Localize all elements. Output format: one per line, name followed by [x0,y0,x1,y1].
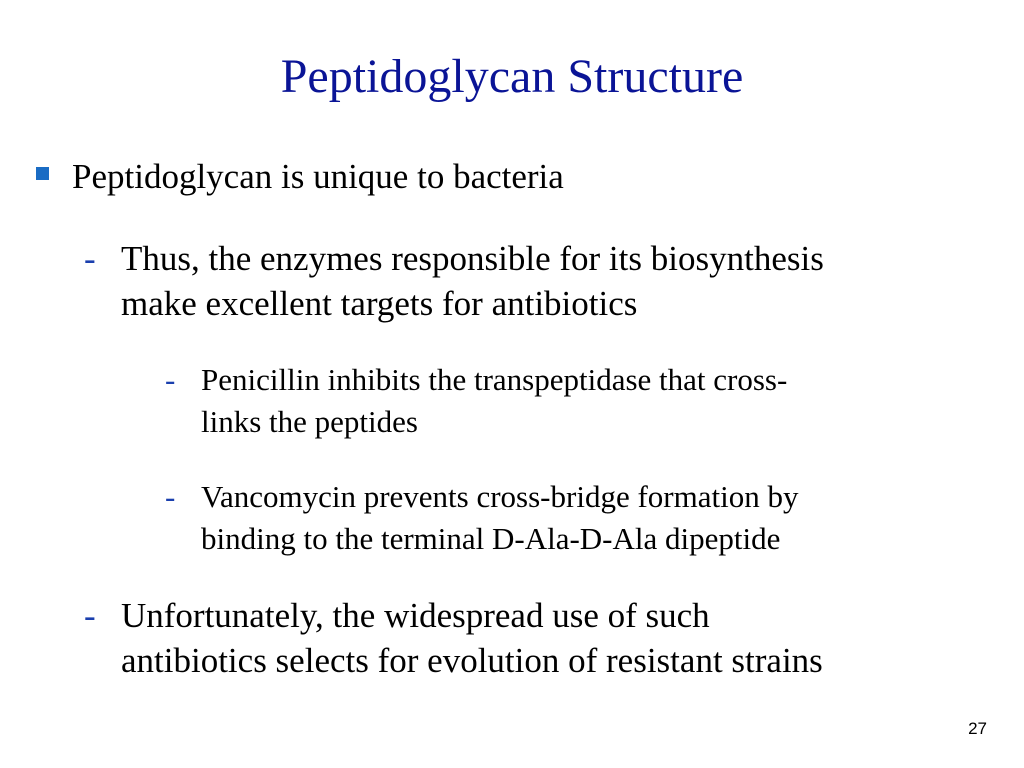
sub-sub-bullet-penicillin-line1: Penicillin inhibits the transpeptidase that cross- [201,362,788,397]
main-bullet-text: Peptidoglycan is unique to bacteria [72,157,564,196]
sub-bullet-unfortunately [84,593,1004,685]
sub-bullet-enzymes-line1: Thus, the enzymes responsible for its biosynthesis [121,239,824,278]
sub-bullet-unfortunately-line2: antibiotics selects for evolution of resistant strains [121,641,823,680]
sub-sub-bullet-vancomycin [165,476,1005,560]
slide-title: Peptidoglycan Structure [280,50,744,103]
sub-bullet-enzymes-line2: make excellent targets for antibiotics [121,284,638,323]
dash-marker: - [165,479,176,514]
sub-sub-bullet-penicillin [165,359,1005,443]
dash-marker: - [165,362,176,397]
sub-sub-bullet-vancomycin-line2: binding to the terminal D-Ala-D-Ala dipeptide [201,521,781,556]
sub-sub-bullet-penicillin-line2: links the peptides [201,404,418,439]
sub-sub-bullet-vancomycin-line1: Vancomycin prevents cross-bridge formation by [201,479,799,514]
page-number: 27 [968,719,987,738]
dash-marker: - [84,596,96,635]
sub-bullet-unfortunately-line1: Unfortunately, the widespread use of such [121,596,710,635]
dash-marker: - [84,239,96,278]
square-bullet-icon [36,167,49,180]
sub-bullet-enzymes [84,236,1004,328]
